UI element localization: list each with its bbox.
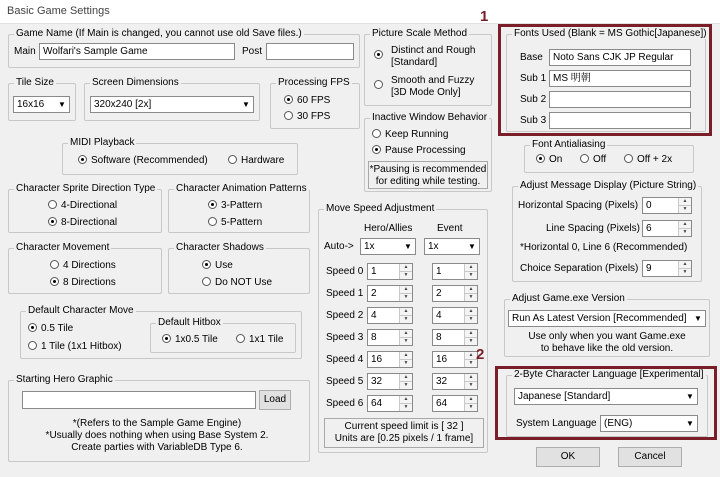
cancel-button[interactable]: Cancel <box>618 447 682 467</box>
radio-dot-icon <box>228 155 237 164</box>
auto-event-dropdown[interactable] <box>424 238 480 255</box>
speed-row-label: Speed 6 <box>326 398 364 409</box>
processing-fps-legend: Processing FPS <box>278 77 350 88</box>
game-exe-dropdown[interactable] <box>508 310 706 327</box>
hero-speed-spinner[interactable] <box>367 285 413 302</box>
midi-hardware-radio[interactable]: Hardware <box>228 155 284 166</box>
spin-down-icon[interactable]: ▼ <box>400 271 412 278</box>
default-move-legend: Default Character Move <box>28 305 134 316</box>
fps-60-radio[interactable]: 60 FPS <box>284 95 330 106</box>
hero-speed-value: 32 <box>371 376 383 387</box>
spin-up-icon[interactable]: ▲ <box>403 330 409 336</box>
spin-up-icon[interactable]: ▲ <box>403 396 409 402</box>
font-name-input[interactable]: Noto Sans CJK JP Regular <box>549 49 691 66</box>
font-row-label: Sub 3 <box>520 115 547 126</box>
radio-dot-icon <box>48 217 57 226</box>
horizontal-spacing-value: 0 <box>646 200 652 211</box>
spin-down-icon[interactable]: ▼ <box>400 337 412 344</box>
spin-down-icon[interactable]: ▼ <box>465 293 477 300</box>
pattern-5-radio[interactable]: 5-Pattern <box>208 217 262 228</box>
spin-up-icon[interactable]: ▲ <box>468 330 474 336</box>
sprite-4dir-radio[interactable]: 4-Directional <box>48 200 117 211</box>
font-row-label: Sub 2 <box>520 94 547 105</box>
game-name-legend: Game Name (If Main is changed, you cannot use old Save files.) <box>16 28 302 39</box>
spin-up-icon[interactable]: ▲ <box>468 286 474 292</box>
spin-down-icon[interactable]: ▼ <box>465 359 477 366</box>
radio-dot-icon <box>372 145 381 154</box>
spin-up-icon[interactable]: ▲ <box>468 396 474 402</box>
spin-down-icon[interactable]: ▼ <box>465 337 477 344</box>
keep-running-radio[interactable]: Keep Running <box>372 129 448 140</box>
event-speed-value: 64 <box>436 398 448 409</box>
hero-graphic-legend: Starting Hero Graphic <box>16 374 113 385</box>
hero-graphic-input[interactable] <box>22 391 256 409</box>
spin-down-icon[interactable]: ▼ <box>465 271 477 278</box>
radio-dot-icon <box>202 277 211 286</box>
hero-note-line1: *(Refers to the Sample Game Engine) <box>72 418 242 429</box>
shadows-do-not-use-radio[interactable]: Do NOT Use <box>202 277 272 288</box>
game-exe-legend: Adjust Game.exe Version <box>512 293 625 304</box>
auto-hero-value: 1x <box>364 241 375 252</box>
event-speed-spinner[interactable] <box>432 395 478 412</box>
window-title: Basic Game Settings <box>7 5 110 17</box>
character-shadows-legend: Character Shadows <box>176 242 264 253</box>
spin-down-icon[interactable]: ▼ <box>400 315 412 322</box>
fps-30-radio[interactable]: 30 FPS <box>284 111 330 122</box>
move-speed-legend: Move Speed Adjustment <box>326 203 435 214</box>
radio-dot-icon <box>78 155 87 164</box>
spin-up-icon[interactable]: ▲ <box>403 286 409 292</box>
spin-up-icon[interactable]: ▲ <box>468 352 474 358</box>
radio-dot-icon <box>374 50 383 59</box>
spin-down-icon[interactable]: ▼ <box>400 293 412 300</box>
hitbox-half-radio[interactable]: 1x0.5 Tile <box>162 334 218 345</box>
message-display-note: *Horizontal 0, Line 6 (Recommended) <box>520 242 688 253</box>
event-speed-value: 1 <box>436 266 442 277</box>
picture-scale-legend: Picture Scale Method <box>372 28 468 39</box>
speed-row-label: Speed 3 <box>326 332 364 343</box>
default-hitbox-legend: Default Hitbox <box>158 317 221 328</box>
chevron-down-icon: ▼ <box>401 239 415 254</box>
midi-software-radio[interactable]: Software (Recommended) <box>78 155 208 166</box>
annotation-marker-2: 2 <box>476 346 485 363</box>
speed-row-label: Speed 4 <box>326 354 364 365</box>
spin-up-icon[interactable]: ▲ <box>403 374 409 380</box>
annotation-marker-1: 1 <box>480 8 489 25</box>
hero-speed-value: 1 <box>371 266 377 277</box>
spin-up-icon[interactable]: ▲ <box>403 264 409 270</box>
spin-up-icon[interactable]: ▲ <box>468 264 474 270</box>
tile-size-value: 16x16 <box>17 99 45 110</box>
choice-separation-value: 9 <box>646 263 652 274</box>
radio-dot-icon <box>28 323 37 332</box>
load-button[interactable]: Load <box>259 390 291 410</box>
radio-dot-icon <box>50 260 59 269</box>
midi-legend: MIDI Playback <box>70 137 135 148</box>
event-speed-spinner[interactable] <box>432 263 478 280</box>
chevron-down-icon: ▼ <box>683 389 697 404</box>
spin-up-icon[interactable]: ▲ <box>468 308 474 314</box>
movement-4dir-radio[interactable]: 4 Directions <box>50 260 116 271</box>
hero-speed-spinner[interactable] <box>367 395 413 412</box>
pattern-3-radio[interactable]: 3-Pattern <box>208 200 262 211</box>
sprite-direction-legend: Character Sprite Direction Type <box>16 183 156 194</box>
inactive-window-legend: Inactive Window Behavior <box>372 112 488 123</box>
spin-down-icon[interactable]: ▼ <box>465 315 477 322</box>
character-movement-legend: Character Movement <box>16 242 110 253</box>
inactive-note-line1: *Pausing is recommended <box>369 164 487 175</box>
movement-8dir-radio[interactable]: 8 Directions <box>50 277 116 288</box>
shadows-use-radio[interactable]: Use <box>202 260 233 271</box>
byte-language-value: Japanese [Standard] <box>518 391 611 402</box>
main-label: Main <box>14 46 36 57</box>
hero-speed-value: 64 <box>371 398 383 409</box>
game-exe-note-line1: Use only when you want Game.exe <box>528 331 686 342</box>
processing-fps-group <box>270 77 360 129</box>
speed-row-label: Speed 0 <box>326 266 364 277</box>
chevron-down-icon: ▼ <box>239 97 253 112</box>
hero-speed-spinner[interactable] <box>367 329 413 346</box>
speed-note-line2: Units are [0.25 pixels / 1 frame] <box>334 433 474 444</box>
spin-up-icon[interactable]: ▲ <box>682 198 688 204</box>
byte-language-legend: 2-Byte Character Language [Experimental] <box>514 369 704 380</box>
hero-speed-value: 4 <box>371 310 377 321</box>
hero-speed-spinner[interactable] <box>367 373 413 390</box>
hero-speed-spinner[interactable] <box>367 263 413 280</box>
ok-button[interactable]: OK <box>536 447 600 467</box>
scale-distinct-radio[interactable] <box>374 50 387 61</box>
screen-dimensions-legend: Screen Dimensions <box>92 77 179 88</box>
line-spacing-spinner[interactable] <box>642 220 692 237</box>
scale-smooth-sub: [3D Mode Only] <box>391 87 461 98</box>
spin-down-icon[interactable]: ▼ <box>400 359 412 366</box>
event-speed-value: 32 <box>436 376 448 387</box>
spin-down-icon[interactable]: ▼ <box>679 205 691 212</box>
move-one-tile-radio[interactable]: 1 Tile (1x1 Hitbox) <box>28 341 122 352</box>
pause-processing-radio[interactable]: Pause Processing <box>372 145 466 156</box>
auto-label: Auto-> <box>324 241 354 252</box>
game-exe-note-line2: to behave like the old version. <box>540 343 674 354</box>
radio-dot-icon <box>28 341 37 350</box>
choice-separation-label: Choice Separation (Pixels) <box>520 263 639 274</box>
tile-size-legend: Tile Size <box>16 77 54 88</box>
font-row-label: Base <box>520 52 543 63</box>
radio-dot-icon <box>284 95 293 104</box>
font-antialiasing-legend: Font Antialiasing <box>532 139 606 150</box>
annotation-box-fonts <box>498 24 712 136</box>
radio-dot-icon <box>374 80 383 89</box>
event-speed-value: 2 <box>436 288 442 299</box>
speed-note <box>324 418 484 448</box>
horizontal-spacing-label: Horizontal Spacing (Pixels) <box>518 200 639 211</box>
hero-speed-value: 16 <box>371 354 383 365</box>
system-language-label: System Language <box>516 418 597 429</box>
scale-smooth-radio[interactable] <box>374 80 387 91</box>
hero-speed-spinner[interactable] <box>367 307 413 324</box>
move-half-tile-radio[interactable]: 0.5 Tile <box>28 323 73 334</box>
antialias-off2x-radio[interactable]: Off + 2x <box>624 154 672 165</box>
chevron-down-icon: ▼ <box>465 239 479 254</box>
scale-distinct-label: Distinct and Rough <box>391 45 476 56</box>
radio-dot-icon <box>624 154 633 163</box>
event-speed-value: 4 <box>436 310 442 321</box>
hero-speed-spinner[interactable] <box>367 351 413 368</box>
scale-distinct-sub: [Standard] <box>391 57 438 68</box>
spin-down-icon[interactable]: ▼ <box>400 381 412 388</box>
antialias-off-radio[interactable]: Off <box>580 154 606 165</box>
speed-row-label: Speed 5 <box>326 376 364 387</box>
radio-dot-icon <box>284 111 293 120</box>
auto-event-value: 1x <box>428 241 439 252</box>
hero-allies-header: Hero/Allies <box>364 223 413 234</box>
hero-speed-value: 8 <box>371 332 377 343</box>
radio-dot-icon <box>202 260 211 269</box>
spin-up-icon[interactable]: ▲ <box>682 261 688 267</box>
radio-dot-icon <box>536 154 545 163</box>
hero-speed-value: 2 <box>371 288 377 299</box>
sprite-8dir-radio[interactable]: 8-Directional <box>48 217 117 228</box>
radio-dot-icon <box>208 217 217 226</box>
chevron-down-icon: ▼ <box>55 97 69 112</box>
radio-dot-icon <box>236 334 245 343</box>
annotation-box-language <box>495 366 717 440</box>
radio-dot-icon <box>208 200 217 209</box>
hitbox-full-radio[interactable]: 1x1 Tile <box>236 334 283 345</box>
radio-dot-icon <box>162 334 171 343</box>
speed-row-label: Speed 1 <box>326 288 364 299</box>
spin-up-icon[interactable]: ▲ <box>682 221 688 227</box>
event-speed-value: 8 <box>436 332 442 343</box>
fonts-legend: Fonts Used (Blank = MS Gothic[Japanese]) <box>514 28 707 39</box>
scale-smooth-label: Smooth and Fuzzy <box>391 75 475 86</box>
font-row-label: Sub 1 <box>520 73 547 84</box>
event-speed-spinner[interactable] <box>432 329 478 346</box>
inactive-window-note <box>368 161 488 189</box>
system-language-value: (ENG) <box>604 418 633 429</box>
radio-dot-icon <box>50 277 59 286</box>
title-bar <box>0 0 720 24</box>
post-label: Post <box>242 46 263 57</box>
message-display-legend: Adjust Message Display (Picture String) <box>520 180 697 191</box>
screen-dimensions-value: 320x240 [2x] <box>94 99 152 110</box>
radio-dot-icon <box>580 154 589 163</box>
tile-size-dropdown[interactable] <box>13 96 70 113</box>
spin-down-icon[interactable]: ▼ <box>679 228 691 235</box>
screen-dimensions-dropdown[interactable] <box>90 96 254 113</box>
chevron-down-icon: ▼ <box>691 311 705 326</box>
spin-up-icon[interactable]: ▲ <box>403 352 409 358</box>
spin-down-icon[interactable]: ▼ <box>400 403 412 410</box>
spin-down-icon[interactable]: ▼ <box>465 381 477 388</box>
chevron-down-icon: ▼ <box>683 416 697 431</box>
line-spacing-label: Line Spacing (Pixels) <box>546 223 640 234</box>
main-name-input[interactable]: Wolfari's Sample Game <box>39 43 235 60</box>
speed-note-line1: Current speed limit is [ 32 ] <box>344 421 464 432</box>
font-name-input[interactable]: MS 明朝 <box>549 70 691 87</box>
event-header: Event <box>437 223 463 234</box>
hero-note-line2: *Usually does nothing when using Base System 2. <box>45 430 269 441</box>
hero-note-line3: Create parties with VariableDB Type 6. <box>71 442 243 453</box>
event-speed-spinner[interactable] <box>432 307 478 324</box>
choice-separation-spinner[interactable] <box>642 260 692 277</box>
event-speed-spinner[interactable] <box>432 285 478 302</box>
spin-up-icon[interactable]: ▲ <box>468 374 474 380</box>
spin-down-icon[interactable]: ▼ <box>679 268 691 275</box>
horizontal-spacing-spinner[interactable] <box>642 197 692 214</box>
animation-patterns-legend: Character Animation Patterns <box>176 183 307 194</box>
event-speed-value: 16 <box>436 354 448 365</box>
event-speed-spinner[interactable] <box>432 373 478 390</box>
spin-down-icon[interactable]: ▼ <box>465 403 477 410</box>
post-name-input[interactable] <box>266 43 354 60</box>
speed-row-label: Speed 2 <box>326 310 364 321</box>
game-exe-value: Run As Latest Version [Recommended] <box>512 313 687 324</box>
event-speed-spinner[interactable] <box>432 351 478 368</box>
auto-hero-dropdown[interactable] <box>360 238 416 255</box>
inactive-note-line2: for editing while testing. <box>375 176 481 187</box>
antialias-on-radio[interactable]: On <box>536 154 562 165</box>
line-spacing-value: 6 <box>646 223 652 234</box>
radio-dot-icon <box>372 129 381 138</box>
radio-dot-icon <box>48 200 57 209</box>
spin-up-icon[interactable]: ▲ <box>403 308 409 314</box>
